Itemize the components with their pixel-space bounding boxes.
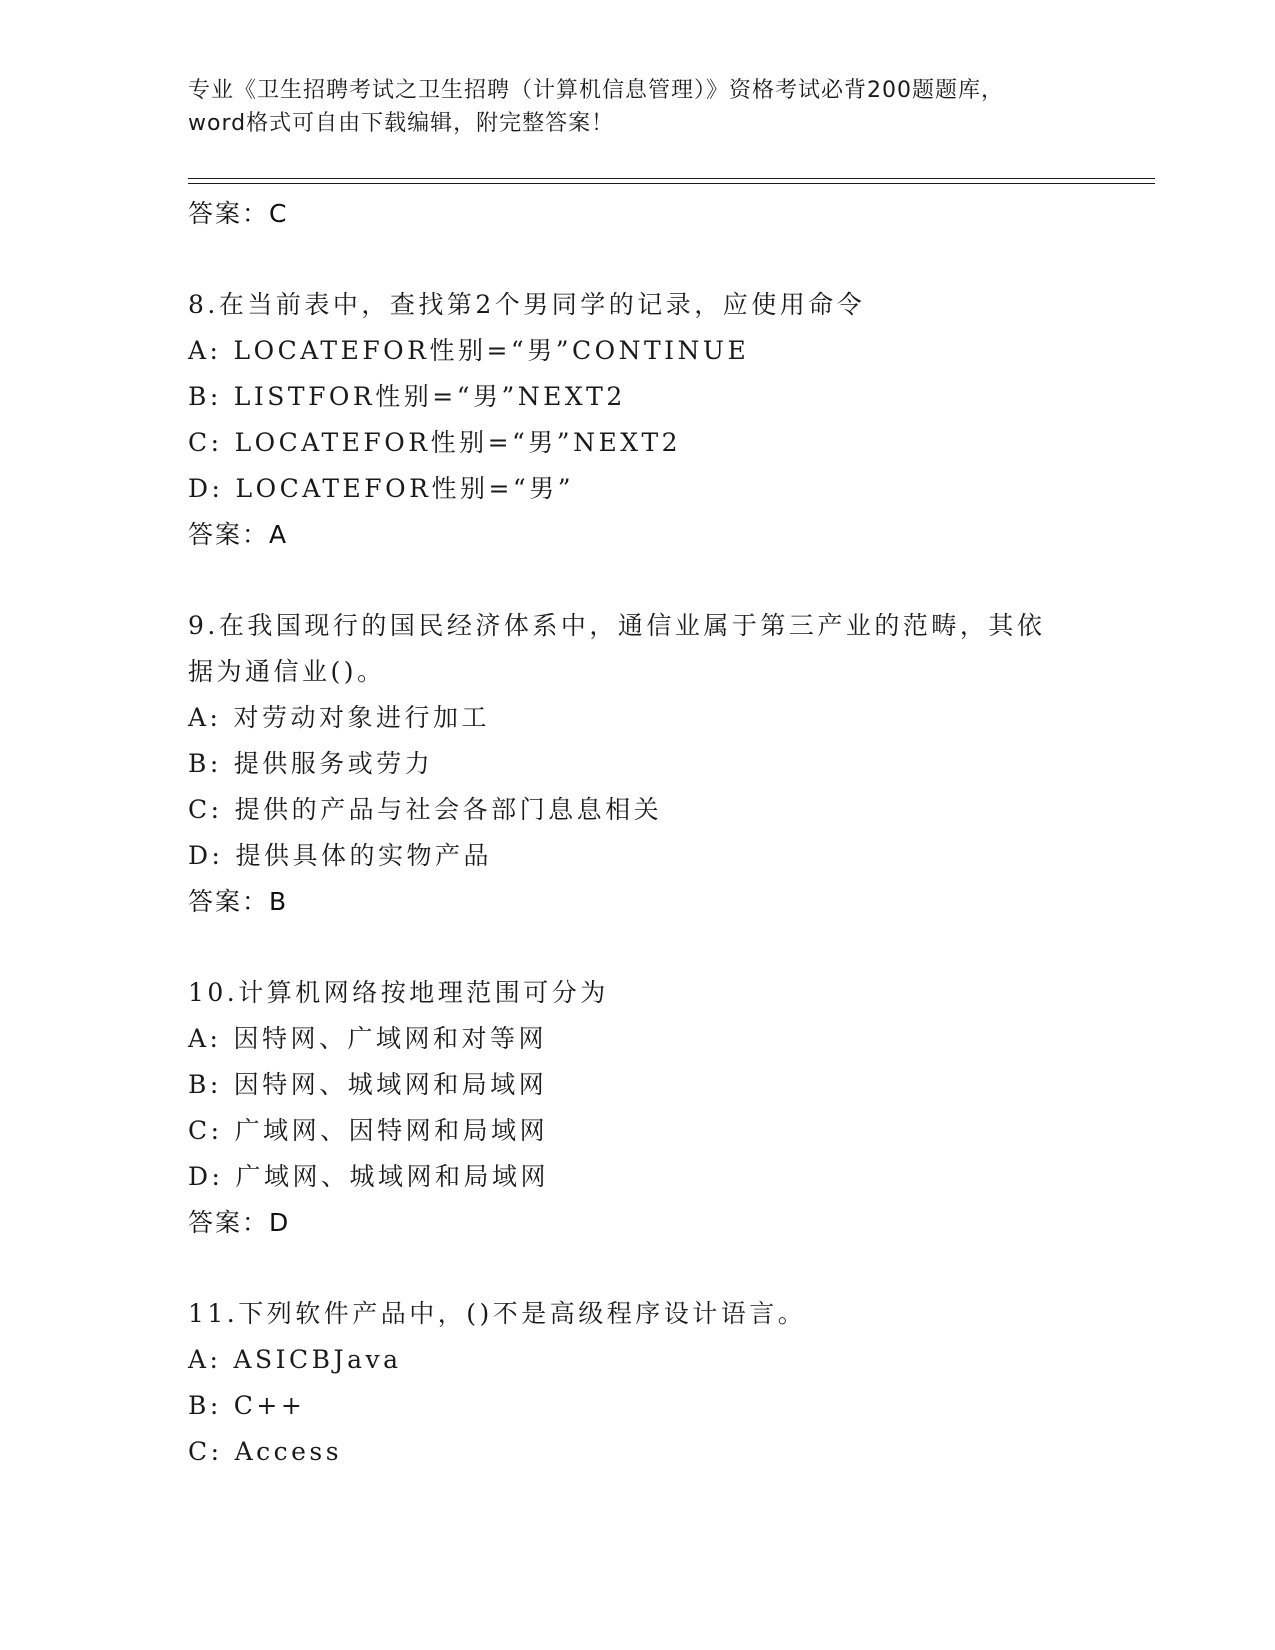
option-text: 因特网、广域网和对等网 bbox=[233, 1024, 547, 1053]
answer-option bbox=[188, 1337, 1088, 1383]
answer-option bbox=[188, 1429, 1088, 1475]
question-list bbox=[188, 191, 1088, 1475]
question-block bbox=[188, 282, 1088, 558]
question-stem: 9.在我国现行的国民经济体系中，通信业属于第三产业的范畴，其依 bbox=[188, 611, 1046, 640]
question-block bbox=[188, 1291, 1088, 1475]
answer-option bbox=[188, 1154, 1088, 1200]
header-rule-bottom bbox=[188, 183, 1155, 184]
option-key: D: bbox=[188, 1162, 224, 1191]
answer-option bbox=[188, 1108, 1088, 1154]
option-text: 对劳动对象进行加工 bbox=[233, 703, 490, 732]
option-text: ASICBJava bbox=[233, 1345, 402, 1374]
answer-option bbox=[188, 1383, 1088, 1429]
answer-option bbox=[188, 695, 1088, 741]
option-text: LOCATEFOR性别=“男”NEXT2 bbox=[234, 428, 682, 457]
answer-option bbox=[188, 420, 1088, 466]
option-key: C: bbox=[188, 428, 223, 457]
answer-line: 答案：A bbox=[188, 520, 289, 549]
option-key: A: bbox=[188, 336, 222, 365]
question-stem: 11.下列软件产品中，()不是高级程序设计语言。 bbox=[188, 1299, 807, 1328]
option-key: D: bbox=[188, 474, 224, 503]
answer-option bbox=[188, 833, 1088, 879]
option-text: LOCATEFOR性别=“男”CONTINUE bbox=[233, 336, 750, 365]
option-key: B: bbox=[188, 1391, 222, 1420]
answer-option bbox=[188, 328, 1088, 374]
question-stem: 8.在当前表中，查找第2个男同学的记录，应使用命令 bbox=[188, 290, 866, 319]
answer-option bbox=[188, 374, 1088, 420]
header-line-1: 专业《卫生招聘考试之卫生招聘（计算机信息管理）》资格考试必背200题题库， bbox=[188, 78, 1004, 103]
option-text: 提供具体的实物产品 bbox=[235, 841, 492, 870]
option-text: LOCATEFOR性别=“男” bbox=[235, 474, 574, 503]
option-key: C: bbox=[188, 795, 223, 824]
option-key: C: bbox=[188, 1437, 223, 1466]
answer-option bbox=[188, 466, 1088, 512]
document-header bbox=[188, 74, 1088, 140]
question-block bbox=[188, 603, 1088, 925]
option-text: LISTFOR性别=“男”NEXT2 bbox=[233, 382, 626, 411]
answer-option bbox=[188, 787, 1088, 833]
option-text: 广域网、因特网和局域网 bbox=[234, 1116, 549, 1145]
option-key: A: bbox=[188, 1024, 222, 1053]
option-text: 因特网、城域网和局域网 bbox=[233, 1070, 548, 1099]
header-rule-top bbox=[188, 178, 1155, 179]
answer-option bbox=[188, 1016, 1088, 1062]
answer-option bbox=[188, 741, 1088, 787]
answer-line: 答案：D bbox=[188, 1208, 291, 1237]
option-key: B: bbox=[188, 382, 222, 411]
question-stem: 据为通信业()。 bbox=[188, 657, 386, 686]
header-line-2: word格式可自由下载编辑，附完整答案！ bbox=[188, 111, 615, 136]
option-key: D: bbox=[188, 841, 224, 870]
question-stem: 10.计算机网络按地理范围可分为 bbox=[188, 978, 609, 1007]
option-text: 广域网、城域网和局域网 bbox=[235, 1162, 549, 1191]
option-key: B: bbox=[188, 749, 222, 778]
answer-line: 答案：B bbox=[188, 887, 289, 916]
answer-line: 答案：C bbox=[188, 199, 289, 228]
option-text: 提供服务或劳力 bbox=[233, 749, 434, 778]
option-key: A: bbox=[188, 703, 222, 732]
option-text: 提供的产品与社会各部门息息相关 bbox=[234, 795, 663, 824]
option-key: A: bbox=[188, 1345, 222, 1374]
answer-option bbox=[188, 1062, 1088, 1108]
option-key: B: bbox=[188, 1070, 222, 1099]
option-key: C: bbox=[188, 1116, 223, 1145]
option-text: Access bbox=[234, 1437, 343, 1466]
question-block bbox=[188, 970, 1088, 1246]
option-text: C++ bbox=[233, 1391, 306, 1420]
